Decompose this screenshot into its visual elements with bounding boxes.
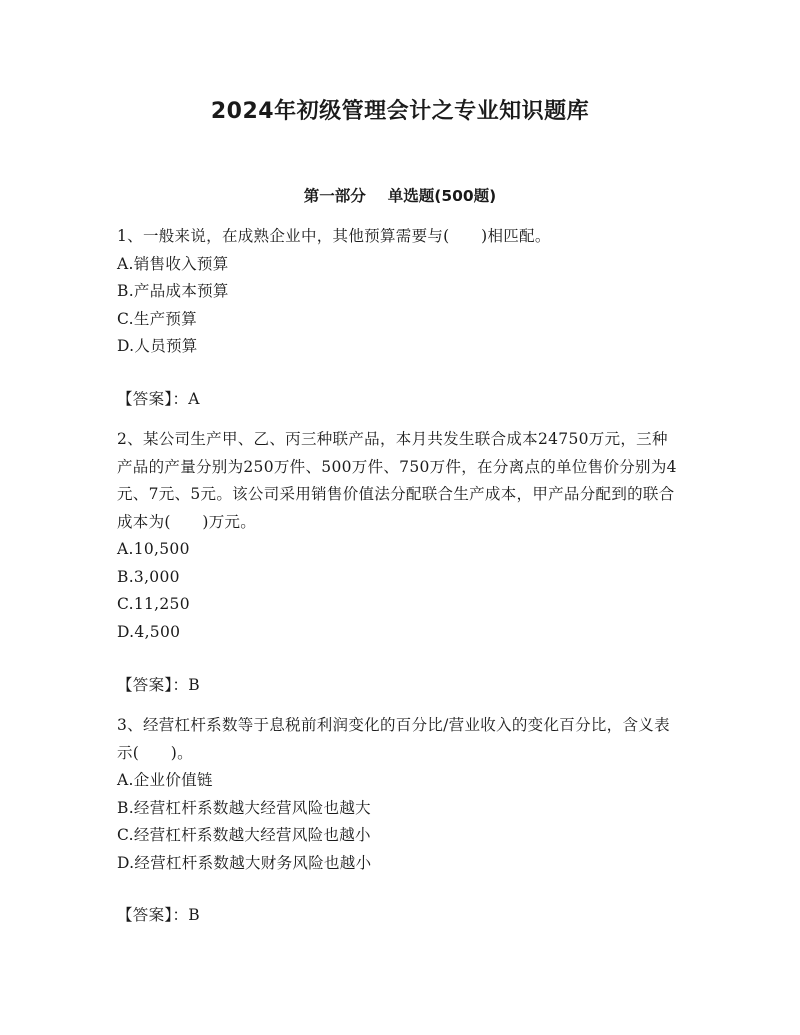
option-a: A.企业价值链 [117, 771, 213, 789]
option-c: C.生产预算 [117, 309, 198, 328]
question-stem: 1、一般来说，在成熟企业中，其他预算需要与( )相匹配。 [117, 227, 551, 245]
option-d: D.人员预算 [117, 337, 198, 355]
option-a: A.销售收入预算 [117, 254, 229, 273]
question-1 [117, 223, 677, 361]
document-title: 2024年初级管理会计之专业知识题库 [210, 99, 590, 124]
answer-2: 【答案】：B [117, 676, 200, 694]
question-stem: 3、经营杠杆系数等于息税前利润变化的百分比/营业收入的变化百分比，含义表示( )。 [117, 716, 670, 762]
question-3 [117, 712, 677, 877]
option-d: D.4,500 [117, 622, 181, 641]
option-b: B.经营杠杆系数越大经营风险也越大 [117, 798, 371, 817]
option-c: C.经营杠杆系数越大经营风险也越小 [117, 826, 371, 844]
question-2 [117, 426, 677, 646]
option-d: D.经营杠杆系数越大财务风险也越小 [117, 853, 372, 872]
answer-1: 【答案】：A [117, 390, 200, 408]
option-c: C.11,250 [117, 595, 190, 613]
question-stem: 2、某公司生产甲、乙、丙三种联产品，本月共发生联合成本24750万元，三种产品的产量分别为250万件、500万件、750万件，在分离点的单位售价分别为4元、7元、5元。该公司采用销售价值法分配联合生产成本，甲产品分配到的联合成本为( )万元。 [117, 430, 677, 531]
section-name: 单选题(500题) [387, 187, 497, 205]
section-heading [0, 184, 800, 206]
section-part: 第一部分 [303, 187, 366, 205]
option-b: B.3,000 [117, 567, 180, 586]
answer-3: 【答案】：B [117, 906, 200, 924]
option-a: A.10,500 [117, 540, 190, 558]
option-b: B.产品成本预算 [117, 282, 229, 300]
